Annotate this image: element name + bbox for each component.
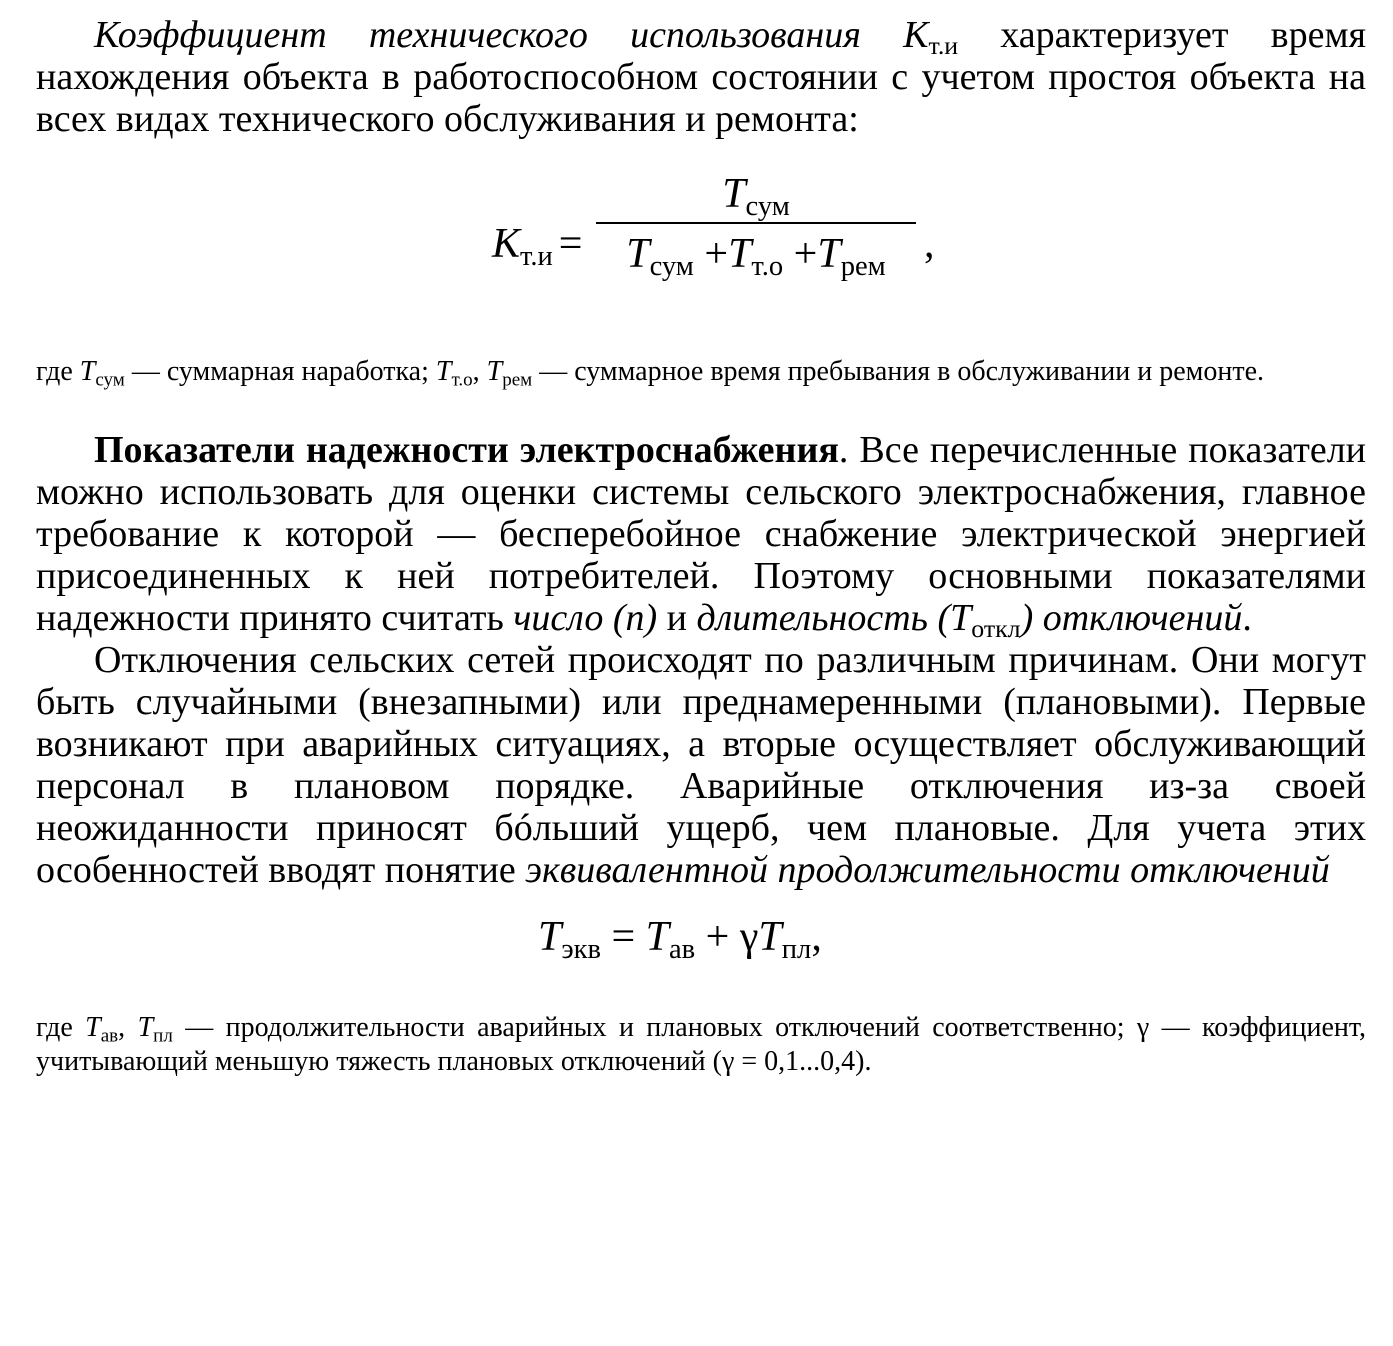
formula-t-ekv: $T_{экв} = T_{ав} + \gamma T_{пл}$,: [538, 914, 822, 965]
formula1-denominator: $T_{сум} +T_{т.о} +T_{рем}$: [626, 231, 886, 282]
formula-k-ti: [36, 140, 1366, 355]
symbol-k: $K_{т.и}$: [903, 14, 959, 61]
formula1-fraction: [596, 168, 916, 280]
where-explanation-2: где $T_{ав}$, $T_{пл}$ — продолжительности аварийных и плановых отключений соответственно; γ — коэффициент, учитывающий меньшую тяжесть плановых отключений (γ = 0,1...0,4).: [36, 1012, 1367, 1077]
formula1-comma: ,: [924, 221, 935, 267]
definition-text: характеризует время нахождения объекта в работоспособном состоянии с учетом простоя объекта на всех видах технического обслуживания и ремонта:: [36, 14, 1366, 140]
document-page: [36, 14, 1366, 1079]
term-coefficient: Коэффициент технического использования: [94, 14, 861, 56]
fraction-bar: [596, 222, 916, 224]
paragraph-definition: [36, 14, 1366, 140]
where-explanation-1: где $T_{сум}$ — суммарная наработка; $T_{т.о}$, $T_{рем}$ — суммарное время пребывания в обслуживании и ремонте.: [36, 356, 1265, 391]
section-heading: Показатели надежности электроснабжения: [94, 429, 839, 471]
formula1-lhs: $K_{т.и}$ =: [492, 221, 583, 272]
paragraph-reliability: Показатели надежности электроснабжения. Все перечисленные показатели можно использовать для оценки системы сельского электроснабжения, главное требование к которой — бесперебойное снабжение электрической энергией присоединенных к ней потребителей. Поэтому основными показателями надежности принято считать число (n) и длительность $(T_{откл})$ отключений.: [36, 429, 1366, 644]
formula1-numerator: $T_{сум}$: [722, 171, 790, 222]
paragraph-outages: Отключения сельских сетей происходят по различным причинам. Они могут быть случайными (внезапными) или преднамеренными (плановыми). Первые возникают при аварийных ситуациях, а вторые осуществляет обслуживающий персонал в плановом порядке. Аварийные отключения из-за своей неожиданности приносят бóльший ущерб, чем плановые. Для учета этих особенностей вводят понятие эквивалентной продолжительности отключений: [36, 639, 1366, 891]
